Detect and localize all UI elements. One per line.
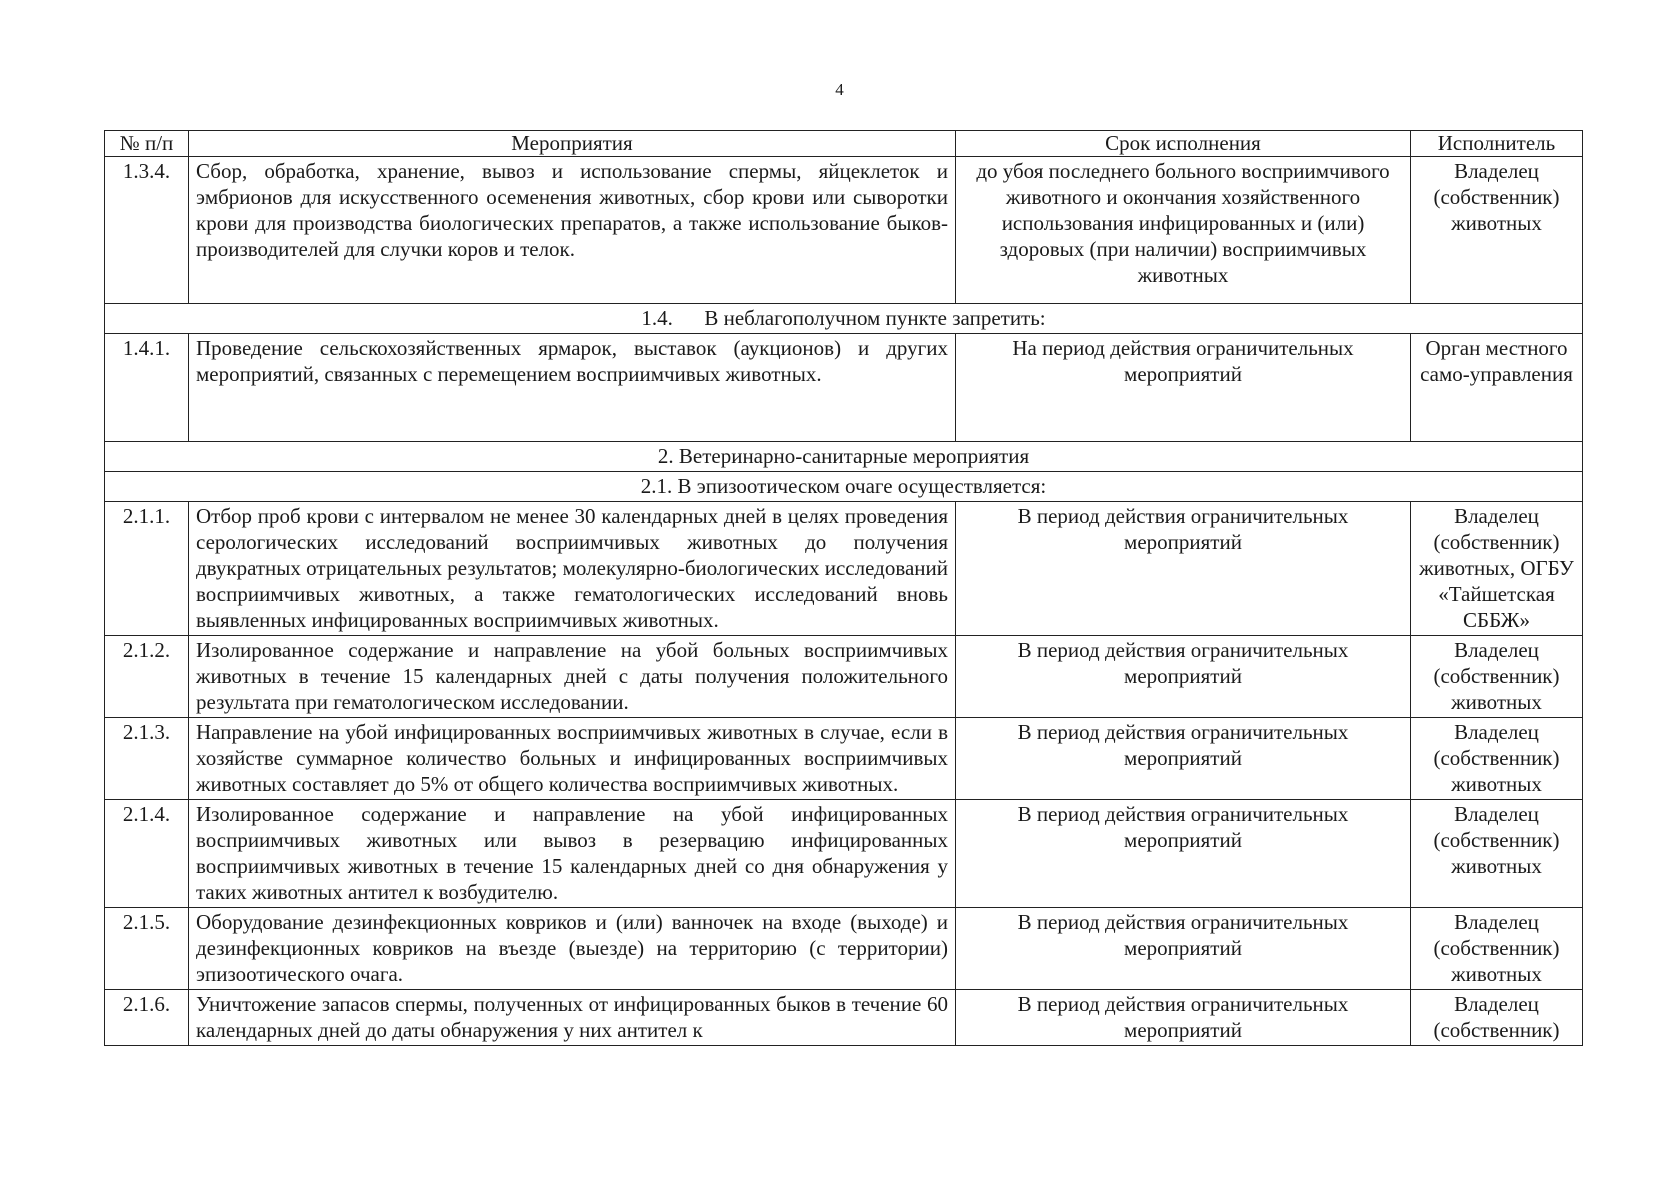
section-2-title: 2. Ветеринарно-санитарные мероприятия	[105, 442, 1583, 472]
table-row	[105, 800, 1583, 908]
row-num: 1.4.1.	[105, 334, 189, 442]
header-activity: Мероприятия	[189, 131, 956, 157]
section-row	[105, 442, 1583, 472]
table-header-row	[105, 131, 1583, 157]
row-term: В период действия ограничительных мероприятий	[956, 990, 1411, 1046]
row-term: до убоя последнего больного восприимчивого животного и окончания хозяйственного использования инфицированных и (или) здоровых (при наличии) восприимчивых животных	[956, 157, 1411, 304]
row-activity: Оборудование дезинфекционных ковриков и (или) ванночек на входе (выходе) и дезинфекционных ковриков на въезде (выезде) на территорию (с территории) эпизоотического очага.	[189, 908, 956, 990]
table-row	[105, 502, 1583, 636]
row-executor: Владелец (собственник) животных	[1411, 718, 1583, 800]
row-executor: Владелец (собственник) животных	[1411, 636, 1583, 718]
row-activity: Изолированное содержание и направление на убой больных восприимчивых животных в течение 15 календарных дней с даты получения положительного результата при гематологическом исследовании.	[189, 636, 956, 718]
table-row	[105, 334, 1583, 442]
table-row	[105, 990, 1583, 1046]
row-term: В период действия ограничительных мероприятий	[956, 636, 1411, 718]
section-2-1-title: 2.1. В эпизоотическом очаге осуществляется:	[105, 472, 1583, 502]
row-activity: Направление на убой инфицированных восприимчивых животных в случае, если в хозяйстве суммарное количество больных и инфицированных восприимчивых животных составляет до 5% от общего количества восприимчивых животных.	[189, 718, 956, 800]
row-executor: Владелец (собственник)	[1411, 990, 1583, 1046]
row-num: 2.1.6.	[105, 990, 189, 1046]
row-activity: Проведение сельскохозяйственных ярмарок, выставок (аукционов) и других мероприятий, связанных с перемещением восприимчивых животных.	[189, 334, 956, 442]
table-row	[105, 908, 1583, 990]
row-activity: Изолированное содержание и направление на убой инфицированных восприимчивых животных или вывоз в резервацию инфицированных восприимчивых животных в течение 15 календарных дней со дня обнаружения у таких животных антител к возбудителю.	[189, 800, 956, 908]
row-executor: Владелец (собственник) животных, ОГБУ «Тайшетская СББЖ»	[1411, 502, 1583, 636]
table-row	[105, 157, 1583, 304]
section-row	[105, 472, 1583, 502]
table-row	[105, 718, 1583, 800]
header-term: Срок исполнения	[956, 131, 1411, 157]
header-executor: Исполнитель	[1411, 131, 1583, 157]
row-executor: Владелец (собственник) животных	[1411, 800, 1583, 908]
row-num: 2.1.5.	[105, 908, 189, 990]
header-num: № п/п	[105, 131, 189, 157]
row-activity: Сбор, обработка, хранение, вывоз и использование спермы, яйцеклеток и эмбрионов для искусственного осеменения животных, сбор крови или сыворотки крови для производства биологических препаратов, а также использование быков-производителей для случки коров и телок.	[189, 157, 956, 304]
section-row	[105, 304, 1583, 334]
row-num: 2.1.2.	[105, 636, 189, 718]
row-term: В период действия ограничительных мероприятий	[956, 908, 1411, 990]
row-executor: Владелец (собственник) животных	[1411, 908, 1583, 990]
row-term: В период действия ограничительных мероприятий	[956, 718, 1411, 800]
row-activity: Отбор проб крови с интервалом не менее 30 календарных дней в целях проведения серологических исследований восприимчивых животных до получения двукратных отрицательных результатов; молекулярно-биологических исследований восприимчивых животных, а также гематологических исследований вновь выявленных инфицированных восприимчивых животных.	[189, 502, 956, 636]
row-term: В период действия ограничительных мероприятий	[956, 800, 1411, 908]
row-term: На период действия ограничительных мероприятий	[956, 334, 1411, 442]
row-num: 1.3.4.	[105, 157, 189, 304]
row-activity: Уничтожение запасов спермы, полученных от инфицированных быков в течение 60 календарных дней до даты обнаружения у них антител к	[189, 990, 956, 1046]
table-row	[105, 636, 1583, 718]
row-num: 2.1.4.	[105, 800, 189, 908]
row-executor: Орган местного само-управления	[1411, 334, 1583, 442]
page-number: 4	[835, 80, 844, 99]
row-num: 2.1.3.	[105, 718, 189, 800]
row-executor: Владелец (собственник) животных	[1411, 157, 1583, 304]
measures-table	[104, 130, 1583, 1046]
row-num: 2.1.1.	[105, 502, 189, 636]
section-1-4-title: 1.4. В неблагополучном пункте запретить:	[105, 304, 1583, 334]
row-term: В период действия ограничительных мероприятий	[956, 502, 1411, 636]
